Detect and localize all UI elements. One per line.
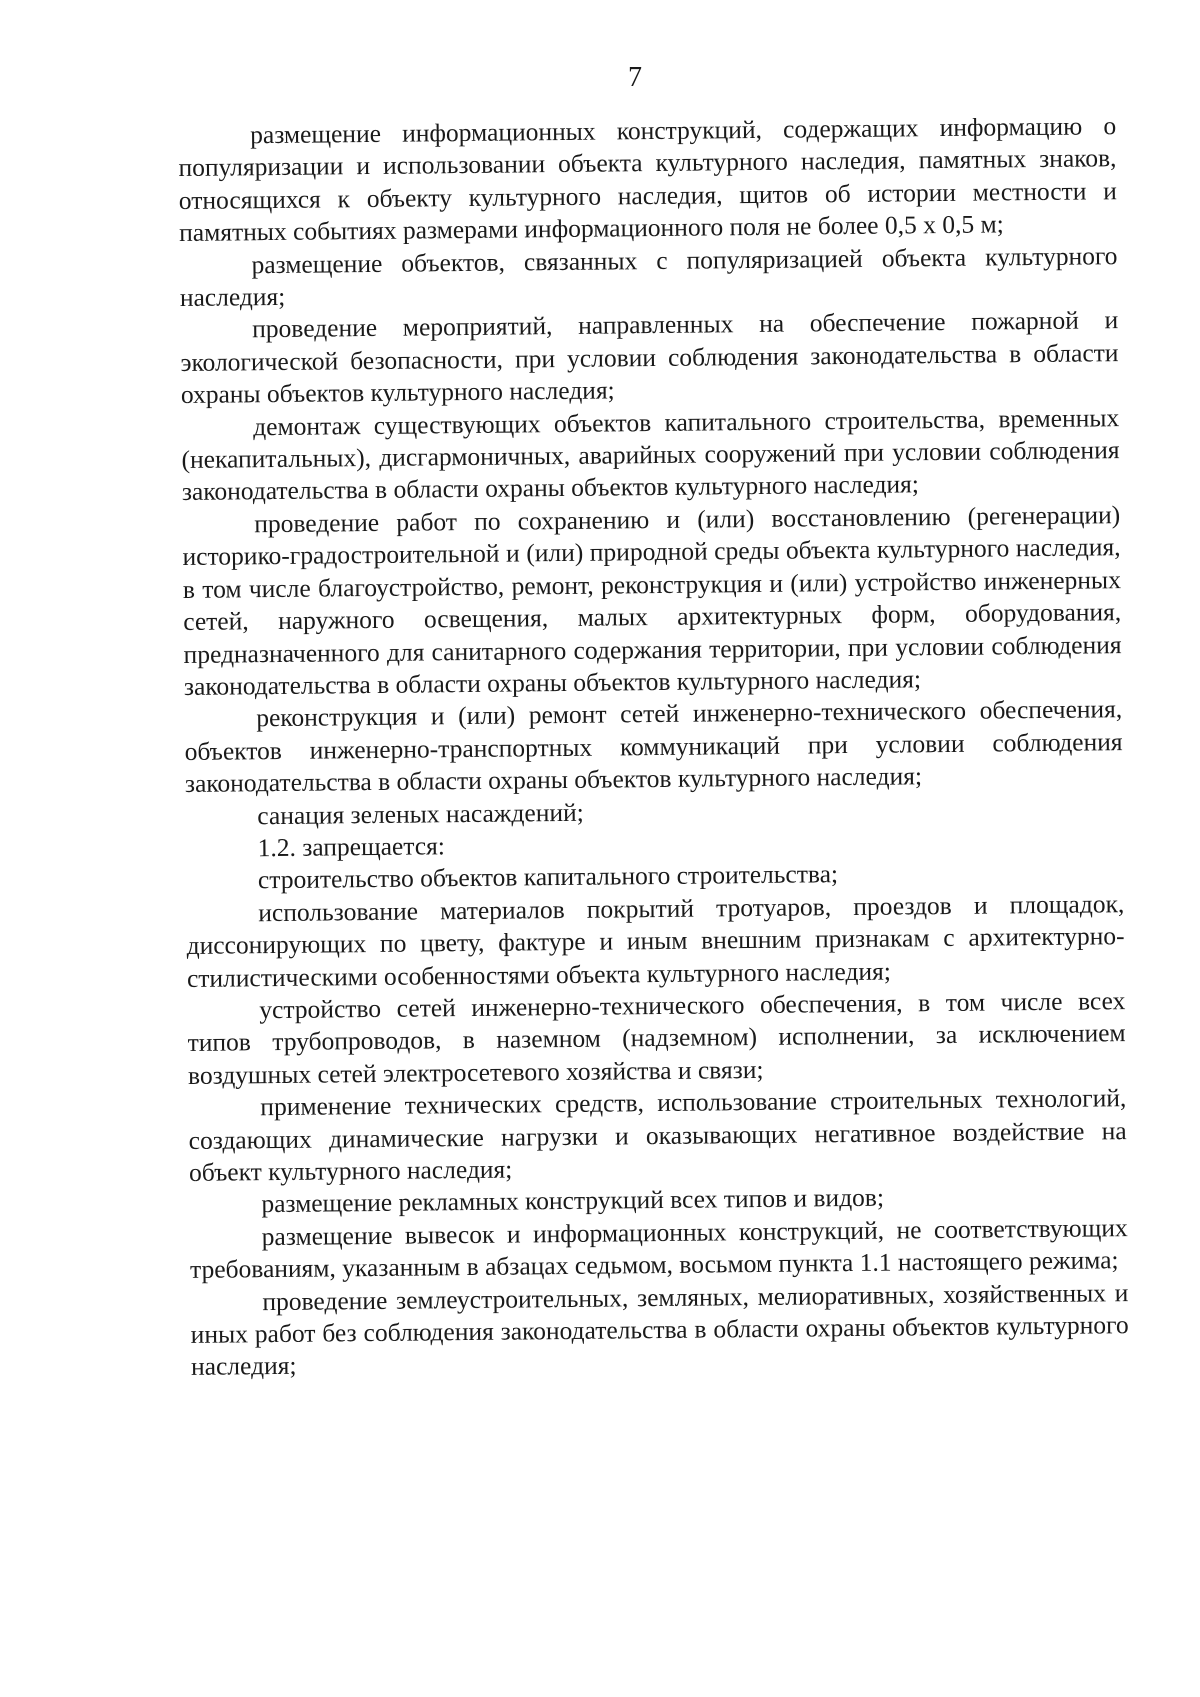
paragraph-dynamic-loads: применение технических средств, использование строительных технологий, создающих динамические нагрузки и оказывающих негативное воздействие на объект культурного наследия; — [188, 1083, 1127, 1187]
paragraph-capital-construction: строительство объектов капитального строительства; — [257, 859, 839, 895]
paragraph-ground-networks: устройство сетей инженерно-технического обеспечения, в том числе всех типов трубопроводов, в наземном (надземном) исполнении, за исключением воздушных сетей электросетевого хозяйства и связи; — [187, 986, 1126, 1090]
paragraph-sanitation: санация зеленых насаждений; — [257, 797, 584, 830]
paragraph-advertising: размещение рекламных конструкций всех типов и видов; — [261, 1183, 885, 1219]
paragraph-signboards: размещение вывесок и информационных конструкций, не соответствующих требованиям, указанным в абзацах седьмом, восьмом пункта 1.1 настоящего режима; — [189, 1212, 1128, 1285]
paragraph-network-reconstruction: реконструкция и (или) ремонт сетей инженерно-технического обеспечения, объектов инженерно-транспортных коммуникаций при условии соблюдения законодательства в области охраны объектов культурного наследия; — [184, 694, 1123, 799]
document-body — [178, 110, 1129, 1384]
paragraph-dismantling: демонтаж существующих объектов капитального строительства, временных (некапитальных), дисгармоничных, аварийных сооружений при условии соблюдения законодательства в области охраны объектов культурного наследия; — [181, 402, 1120, 507]
paragraph-popularization-objects: размещение объектов, связанных с популяризацией объекта культурного наследия; — [179, 240, 1118, 313]
paragraph-earthworks: проведение землеустроительных, земляных, мелиоративных, хозяйственных и иных работ без соблюдения законодательства в области охраны объектов культурного наследия; — [190, 1277, 1129, 1382]
section-heading-prohibited: 1.2. запрещается: — [257, 831, 446, 863]
page-number: 7 — [628, 62, 642, 93]
paragraph-fire-safety: проведение мероприятий, направленных на обеспечение пожарной и экологической безопасности, при условии соблюдения законодательства в области охраны объектов культурного наследия; — [180, 305, 1119, 410]
paragraph-paving-materials: использование материалов покрытий тротуаров, проездов и площадок, диссонирующих по цвету, фактуре и иным внешним признакам с архитектурно-стилистическими особенностями объекта культурного наследия; — [186, 888, 1125, 993]
paragraph-regeneration: проведение работ по сохранению и (или) восстановлению (регенерации) историко-градостроительной и (или) природной среды объекта культурного наследия, в том числе благоустройство, ремонт, реконструкция и (или) устройство инженерных сетей, наружного освещения, малых архитектурных форм, оборудования, предназначенного для санитарного содержания территории, при условии соблюдения законодательства в области охраны объектов культурного наследия; — [182, 500, 1122, 701]
paragraph-info-structures: размещение информационных конструкций, содержащих информацию о популяризации и использовании объекта культурного наследия, памятных знаков, относящихся к объекту культурного наследия, щитов об истории местности и памятных событиях размерами информационного поля не более 0,5 х 0,5 м; — [178, 111, 1117, 248]
